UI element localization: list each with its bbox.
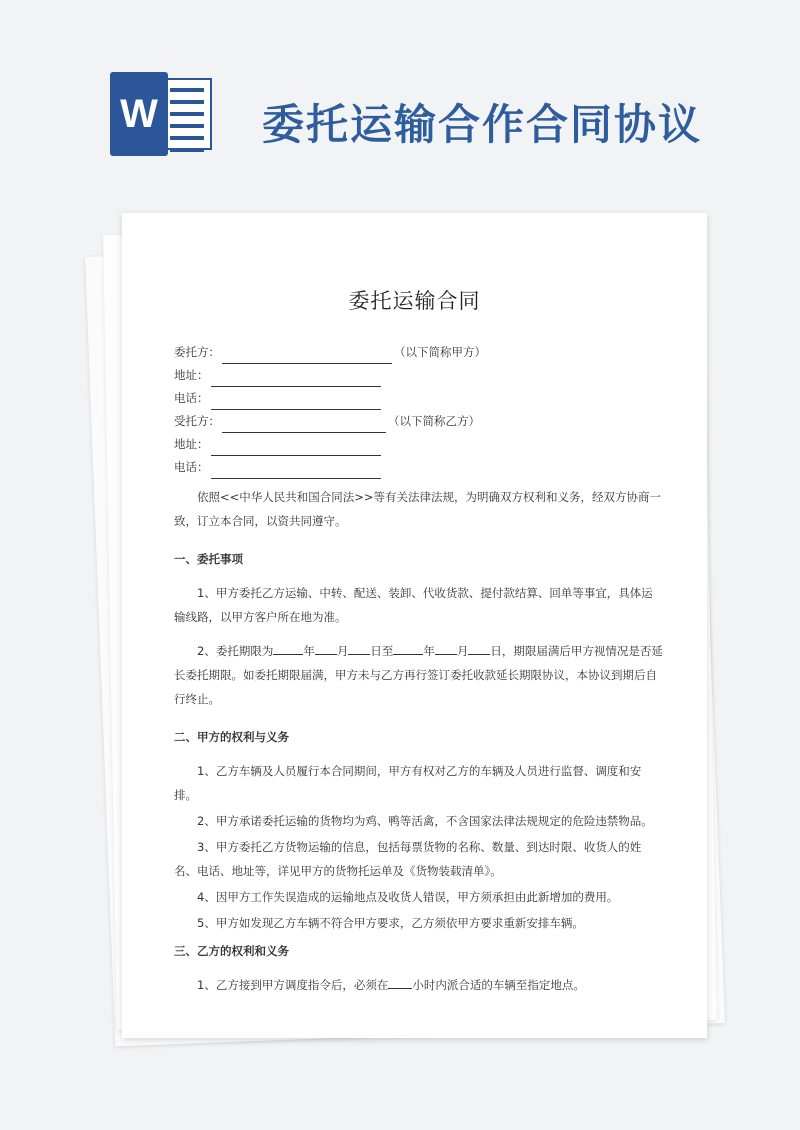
clause-text: 2、委托期限为 <box>197 644 274 658</box>
section-heading-1: 一、委托事项 <box>174 552 243 566</box>
field-label: 电话： <box>174 460 209 474</box>
field-label: 受托方： <box>174 414 220 428</box>
clause-text: 年 <box>303 644 315 658</box>
clause-2-1: 1、乙方车辆及人员履行本合同期间，甲方有权对乙方的车辆及人员进行监督、调度和安排。 <box>174 764 642 802</box>
fill-blank <box>393 642 423 655</box>
word-icon <box>110 72 215 156</box>
banner <box>0 0 800 215</box>
intro-paragraph: 依照<<中华人民共和国合同法>>等有关法律法规，为明确双方权利和义务，经双方协商一致，订立本合同，以资共同遵守。 <box>174 490 662 528</box>
fill-blank <box>222 418 386 433</box>
clause-text: 小时内派合适的车辆至指定地点。 <box>412 978 585 992</box>
document-body <box>174 341 664 997</box>
fill-blank <box>315 642 337 655</box>
field-suffix: （以下简称乙方） <box>388 414 480 428</box>
fill-blank <box>348 642 370 655</box>
clause-2-5: 5、甲方如发现乙方车辆不符合甲方要求，乙方须依甲方要求重新安排车辆。 <box>197 916 584 930</box>
clause-1-2 <box>174 639 664 711</box>
clause-1-1: 1、甲方委托乙方运输、中转、配送、装卸、代收货款、提付款结算、回单等事宜，具体运输线路，以甲方客户所在地为准。 <box>174 586 653 624</box>
fill-blank <box>211 464 381 479</box>
field-label: 委托方： <box>174 345 220 359</box>
field-entrusting-party <box>174 341 664 364</box>
fill-blank <box>211 441 381 456</box>
fill-blank <box>388 976 412 989</box>
clause-text: 年 <box>423 644 435 658</box>
field-suffix: （以下简称甲方） <box>394 345 486 359</box>
fill-blank <box>468 642 490 655</box>
section-heading-2: 二、甲方的权利与义务 <box>174 730 289 744</box>
field-address-a <box>174 364 664 387</box>
clause-2-3: 3、甲方委托乙方货物运输的信息，包括每票货物的名称、数量、到达时限、收货人的姓名、电话、地址等，详见甲方的货物托运单及《货物装载清单》。 <box>174 840 642 878</box>
clause-text: 日，期限届满后甲方视情况是否延长委托期限。如委托期限届满，甲方未与乙方再行签订委托收款延长期限协议，本协议到期后自行终止。 <box>174 644 663 706</box>
section-heading-3: 三、乙方的权利和义务 <box>174 944 289 958</box>
fill-blank <box>273 642 303 655</box>
clause-text: 日至 <box>370 644 394 658</box>
field-trustee-party <box>174 410 664 433</box>
field-label: 地址： <box>174 368 209 382</box>
field-address-b <box>174 433 664 456</box>
field-phone-b <box>174 456 664 479</box>
clause-text: 月 <box>456 644 469 658</box>
clause-2-2: 2、甲方承诺委托运输的货物均为鸡、鸭等活禽，不含国家法律法规规定的危险违禁物品。 <box>197 814 653 828</box>
clause-text: 1、乙方接到甲方调度指令后，必须在 <box>197 978 389 992</box>
clause-3-1 <box>174 973 664 997</box>
word-logo-letter: W <box>110 72 168 156</box>
fill-blank <box>211 372 381 387</box>
fill-blank <box>211 395 381 410</box>
field-label: 电话： <box>174 391 209 405</box>
document-page <box>122 213 707 1038</box>
document-title: 委托运输合同 <box>348 289 481 313</box>
clause-text: 月 <box>336 644 349 658</box>
field-label: 地址： <box>174 437 209 451</box>
fill-blank <box>222 349 392 364</box>
banner-title: 委托运输合作合同协议 <box>262 100 703 149</box>
clause-2-4: 4、因甲方工作失误造成的运输地点及收货人错误，甲方须承担由此新增加的费用。 <box>197 890 619 904</box>
field-phone-a <box>174 387 664 410</box>
fill-blank <box>435 642 457 655</box>
